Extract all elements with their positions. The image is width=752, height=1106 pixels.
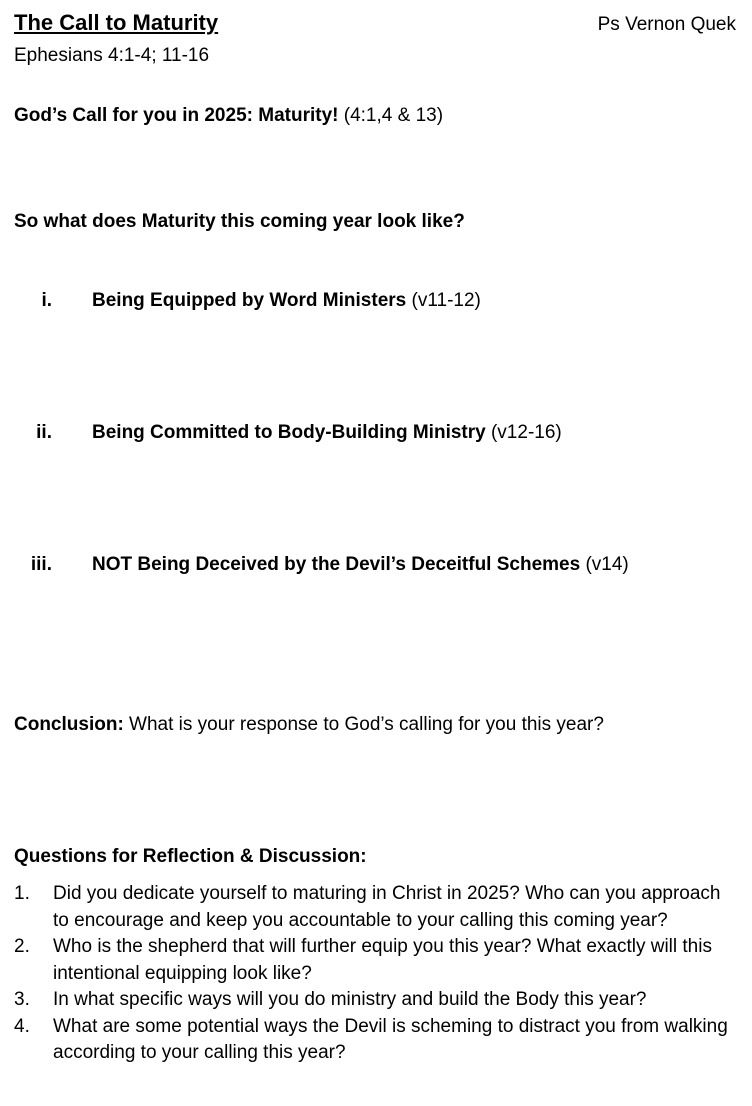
point-title: Being Equipped by Word Ministers — [92, 290, 407, 311]
point-number: iii. — [30, 554, 52, 575]
point-title: NOT Being Deceived by the Devil’s Deceitful Schemes — [92, 554, 581, 575]
question-number: 3. — [14, 989, 30, 1010]
point-number: ii. — [36, 422, 52, 443]
call-statement-bold: God’s Call for you in 2025: Maturity! — [14, 105, 339, 126]
question-text: What are some potential ways the Devil is scheming to distract you from walking according to your calling this year? — [53, 1015, 728, 1063]
question-text: In what specific ways will you do ministry and build the Body this year? — [53, 989, 647, 1010]
point-ref: (v12-16) — [485, 422, 562, 443]
conclusion-label: Conclusion: — [14, 714, 124, 735]
question-number: 4. — [14, 1015, 30, 1037]
conclusion-text: What is your response to God’s calling for you this year? — [123, 714, 604, 735]
reflection-heading: Questions for Reflection & Discussion: — [14, 846, 367, 867]
question-number: 2. — [14, 936, 30, 957]
question-number: 1. — [14, 883, 30, 904]
point-text — [92, 422, 562, 444]
reflection-question — [14, 934, 738, 987]
reflection-question — [14, 987, 738, 1014]
reflection-question — [14, 881, 738, 934]
question-text: Who is the shepherd that will further equip you this year? What exactly will this intentional equipping look like? — [53, 936, 712, 984]
call-statement — [14, 105, 443, 127]
reflection-questions-list — [14, 881, 738, 1067]
scripture-passage: Ephesians 4:1-4; 11-16 — [14, 45, 210, 66]
maturity-question-heading: So what does Maturity this coming year look like? — [14, 211, 465, 232]
point-title: Being Committed to Body-Building Ministry — [92, 422, 486, 443]
question-text: Did you dedicate yourself to maturing in Christ in 2025? Who can you approach to encourage and keep you accountable to your calling this coming year? — [53, 883, 721, 931]
call-statement-ref: (4:1,4 & 13) — [338, 105, 444, 126]
point-ref: (v14) — [580, 554, 629, 575]
page-title: The Call to Maturity — [14, 10, 219, 35]
point-ref: (v11-12) — [406, 290, 481, 311]
point-number: i. — [41, 290, 52, 311]
author-name: Ps Vernon Quek — [597, 14, 736, 35]
reflection-question — [14, 1014, 738, 1067]
point-text — [92, 290, 481, 312]
point-text — [92, 554, 629, 576]
conclusion — [14, 714, 604, 736]
